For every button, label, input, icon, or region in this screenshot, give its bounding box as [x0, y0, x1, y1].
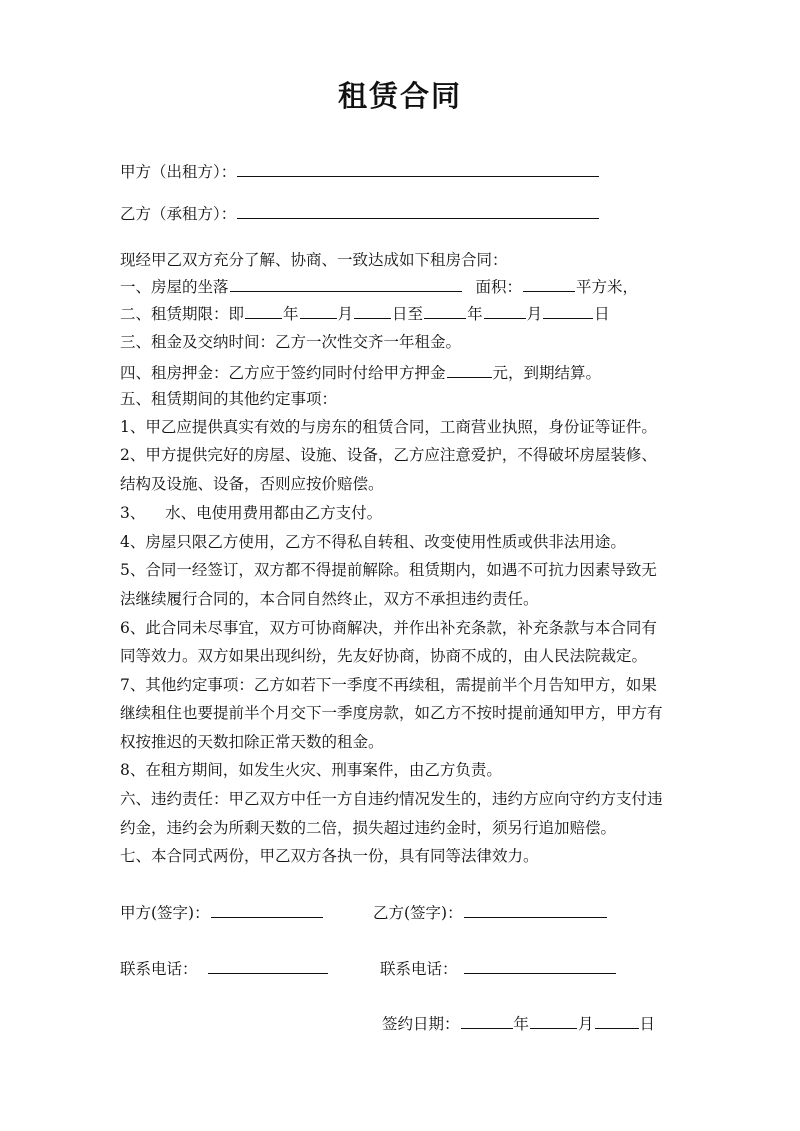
clause-2 — [120, 301, 610, 326]
list-item: 3、 水、电使用费用都由乙方支付。 — [120, 504, 383, 522]
phone-a-label: 联系电话： — [120, 960, 198, 978]
month-label: 月 — [578, 1015, 594, 1033]
area-blank[interactable] — [523, 274, 575, 292]
sign-year-blank[interactable] — [461, 1011, 513, 1029]
end-year-blank[interactable] — [424, 301, 466, 319]
address-blank[interactable] — [230, 274, 462, 292]
party-b-line — [120, 201, 600, 226]
party-a-line — [120, 159, 600, 184]
sign-date — [382, 1011, 655, 1036]
list-item: 约金，违约会为所剩天数的二倍，损失超过违约金时，须另行追加赔偿。 — [120, 819, 617, 837]
page-title: 租赁合同 — [337, 79, 462, 113]
intro-text: 现经甲乙双方充分了解、协商、一致达成如下租房合同： — [120, 251, 508, 269]
list-item: 同等效力。双方如果出现纠纷，先友好协商，协商不成的，由人民法院裁定。 — [120, 647, 648, 665]
list-item: 8、在租方期间，如发生火灾、刑事案件，由乙方负责。 — [120, 761, 502, 779]
list-item: 6、此合同未尽事宜，双方可协商解决，并作出补充条款，补充条款与本合同有 — [120, 619, 657, 637]
year-label: 年 — [283, 305, 299, 323]
year-label: 年 — [467, 305, 483, 323]
party-a-sign-blank[interactable] — [211, 900, 323, 918]
day-to-label: 日至 — [392, 305, 424, 323]
party-a-blank[interactable] — [237, 159, 599, 177]
clause-3: 三、租金及交纳时间：乙方一次性交齐一年租金。 — [120, 333, 462, 351]
clause-2-prefix: 二、租赁期限：即 — [120, 305, 245, 323]
party-a-label: 甲方（出租方）： — [120, 163, 237, 181]
end-day-blank[interactable] — [543, 301, 593, 319]
list-item: 六、违约责任：甲乙双方中任一方自违约情况发生的，违约方应向守约方支付违 — [120, 790, 663, 808]
party-b-sign-blank[interactable] — [464, 900, 607, 918]
area-label: 面积： — [475, 278, 522, 296]
list-item: 权按推迟的天数扣除正常天数的租金。 — [120, 733, 384, 751]
list-item: 1、甲乙应提供真实有效的与房东的租赁合同，工商营业执照，身份证等证件。 — [120, 418, 657, 436]
day-label: 日 — [639, 1015, 656, 1033]
list-item: 2、甲方提供完好的房屋、设施、设备，乙方应注意爱护，不得破坏房屋装修、 — [120, 446, 657, 464]
clause-4 — [120, 360, 601, 385]
party-a-sign-label: 甲方(签字)： — [120, 904, 210, 922]
list-item: 7、其他约定事项：乙方如若下一季度不再续租，需提前半个月告知甲方，如果 — [120, 676, 657, 694]
phone-b-blank[interactable] — [464, 956, 616, 974]
list-item: 结构及设施、设备，否则应按价赔偿。 — [120, 475, 384, 493]
clause-1-prefix: 一、房屋的坐落 — [120, 278, 229, 296]
start-month-blank[interactable] — [300, 301, 337, 319]
area-unit: 平方米， — [575, 278, 638, 296]
start-year-blank[interactable] — [245, 301, 282, 319]
list-item: 七、本合同式两份，甲乙双方各执一份，具有同等法律效力。 — [120, 847, 539, 865]
clause-1 — [120, 274, 638, 299]
party-b-label: 乙方（承租方）： — [120, 205, 237, 223]
clause-5: 五、租赁期间的其他约定事项： — [120, 390, 338, 408]
phone-b-label: 联系电话： — [380, 960, 458, 978]
clause-4-prefix: 四、租房押金：乙方应于签约同时付给甲方押金 — [120, 364, 446, 382]
party-b-blank[interactable] — [237, 201, 599, 219]
sign-date-label: 签约日期： — [382, 1015, 460, 1033]
party-a-signature — [120, 900, 324, 925]
list-item: 5、合同一经签订，双方都不得提前解除。租赁期内，如遇不可抗力因素导致无 — [120, 561, 657, 579]
list-item: 法继续履行合同的，本合同自然终止，双方不承担违约责任。 — [120, 590, 539, 608]
party-a-phone — [120, 956, 329, 981]
clause-4-suffix: 元，到期结算。 — [492, 364, 602, 382]
party-b-sign-label: 乙方(签字)： — [373, 904, 463, 922]
party-b-phone — [380, 956, 617, 981]
month-label: 月 — [337, 305, 354, 323]
phone-a-blank[interactable] — [208, 956, 328, 974]
list-item: 4、房屋只限乙方使用，乙方不得私自转租、改变使用性质或供非法用途。 — [120, 533, 626, 551]
party-b-signature — [373, 900, 608, 925]
list-item: 继续租住也要提前半个月交下一季度房款，如乙方不按时提前通知甲方，甲方有 — [120, 704, 663, 722]
sign-month-blank[interactable] — [530, 1011, 577, 1029]
end-month-blank[interactable] — [484, 301, 526, 319]
day-label: 日 — [594, 305, 610, 323]
sign-day-blank[interactable] — [595, 1011, 639, 1029]
start-day-blank[interactable] — [354, 301, 391, 319]
year-label: 年 — [513, 1015, 530, 1033]
month-label: 月 — [526, 305, 543, 323]
deposit-blank[interactable] — [447, 360, 492, 378]
